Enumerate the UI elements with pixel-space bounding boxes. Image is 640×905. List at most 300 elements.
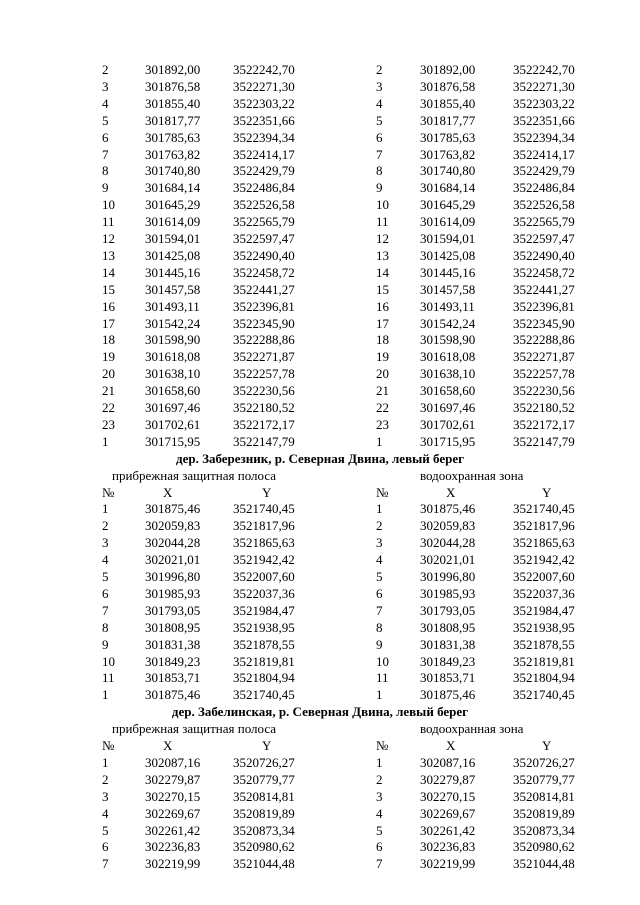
point-number: 18 bbox=[376, 332, 389, 348]
point-number: 11 bbox=[376, 670, 389, 686]
table-row bbox=[0, 213, 640, 230]
table-row bbox=[0, 179, 640, 196]
coord-y: 3521938,95 bbox=[513, 619, 575, 635]
point-number: 5 bbox=[376, 822, 383, 838]
point-number: 5 bbox=[376, 112, 383, 128]
coord-y: 3522396,81 bbox=[513, 298, 575, 314]
point-number: 4 bbox=[102, 552, 109, 568]
coord-y: 3522429,79 bbox=[513, 163, 575, 179]
coord-x: 301658,60 bbox=[420, 383, 476, 399]
table-row bbox=[0, 129, 640, 146]
coord-x: 302219,99 bbox=[420, 856, 476, 872]
coord-x: 301876,58 bbox=[420, 78, 476, 94]
table-row bbox=[0, 78, 640, 95]
column-header-num: № bbox=[102, 484, 115, 500]
point-number: 12 bbox=[102, 231, 115, 246]
point-number: 21 bbox=[376, 383, 389, 399]
column-header-x: X bbox=[163, 738, 173, 753]
table-row bbox=[0, 686, 640, 703]
table-row bbox=[0, 247, 640, 264]
coord-x: 301785,63 bbox=[420, 129, 476, 145]
point-number: 9 bbox=[376, 180, 383, 196]
point-number: 1 bbox=[102, 501, 109, 517]
point-number: 2 bbox=[102, 518, 109, 534]
coord-x: 302021,01 bbox=[145, 552, 201, 568]
point-number: 16 bbox=[376, 298, 389, 314]
point-number: 2 bbox=[376, 771, 383, 787]
coord-y: 3522486,84 bbox=[233, 180, 295, 196]
coord-x: 301892,00 bbox=[420, 62, 476, 77]
coord-x: 301598,90 bbox=[420, 332, 476, 348]
coord-x: 301457,58 bbox=[420, 281, 476, 297]
coord-y: 3522526,58 bbox=[513, 197, 575, 213]
coord-x: 301702,61 bbox=[420, 416, 476, 432]
coord-y: 3521878,55 bbox=[513, 636, 575, 652]
coord-x: 301598,90 bbox=[145, 332, 201, 348]
point-number: 13 bbox=[376, 247, 389, 263]
coord-y: 3522345,90 bbox=[513, 315, 575, 331]
point-number: 22 bbox=[102, 400, 115, 415]
coord-x: 301875,46 bbox=[420, 687, 476, 703]
coord-y: 3522180,52 bbox=[513, 400, 575, 415]
point-number: 9 bbox=[102, 636, 109, 652]
coord-y: 3521984,47 bbox=[513, 602, 575, 618]
point-number: 9 bbox=[102, 180, 109, 196]
coord-x: 301594,01 bbox=[145, 231, 201, 246]
coord-y: 3522271,30 bbox=[233, 78, 295, 94]
coord-y: 3522345,90 bbox=[233, 315, 295, 331]
coord-y: 3522288,86 bbox=[513, 332, 575, 348]
coord-x: 301542,24 bbox=[420, 315, 476, 331]
point-number: 8 bbox=[102, 619, 109, 635]
coord-x: 301445,16 bbox=[420, 264, 476, 280]
coord-x: 301702,61 bbox=[145, 416, 201, 432]
coord-x: 301763,82 bbox=[145, 146, 201, 162]
coord-y: 3521942,42 bbox=[233, 552, 295, 568]
point-number: 19 bbox=[376, 349, 389, 365]
coord-x: 301645,29 bbox=[420, 197, 476, 213]
coord-y: 3522147,79 bbox=[233, 433, 295, 449]
point-number: 8 bbox=[376, 163, 383, 179]
point-number: 17 bbox=[376, 315, 389, 331]
coord-y: 3520814,81 bbox=[233, 788, 295, 804]
column-header-x: X bbox=[163, 484, 173, 500]
coord-x: 301808,95 bbox=[420, 619, 476, 635]
point-number: 2 bbox=[102, 771, 109, 787]
point-number: 12 bbox=[376, 231, 389, 246]
coord-y: 3521804,94 bbox=[233, 670, 295, 686]
coord-x: 301684,14 bbox=[145, 180, 201, 196]
column-header-y: Y bbox=[262, 738, 272, 753]
coord-x: 302236,83 bbox=[145, 839, 201, 855]
coord-y: 3521804,94 bbox=[513, 670, 575, 686]
coord-y: 3522565,79 bbox=[233, 214, 295, 230]
coord-y: 3522007,60 bbox=[513, 569, 575, 584]
point-number: 13 bbox=[102, 247, 115, 263]
point-number: 9 bbox=[376, 636, 383, 652]
coastal-strip-label: прибрежная защитная полоса bbox=[112, 721, 277, 737]
point-number: 7 bbox=[102, 602, 109, 618]
table-row bbox=[0, 653, 640, 670]
table-row bbox=[0, 619, 640, 636]
coord-y: 3522429,79 bbox=[233, 163, 295, 179]
coord-y: 3520779,77 bbox=[513, 771, 575, 787]
point-number: 6 bbox=[102, 585, 109, 601]
coord-x: 301594,01 bbox=[420, 231, 476, 246]
coord-x: 301740,80 bbox=[420, 163, 476, 179]
point-number: 10 bbox=[376, 197, 389, 213]
table-row bbox=[0, 602, 640, 619]
coord-y: 3522490,40 bbox=[513, 247, 575, 263]
coord-x: 302044,28 bbox=[145, 535, 201, 551]
coord-x: 301457,58 bbox=[145, 281, 201, 297]
coord-y: 3522303,22 bbox=[233, 95, 295, 111]
point-number: 7 bbox=[102, 856, 109, 872]
coord-y: 3521819,81 bbox=[513, 653, 575, 669]
coord-y: 3522007,60 bbox=[233, 569, 295, 584]
coord-y: 3522037,36 bbox=[233, 585, 295, 601]
coord-y: 3522597,47 bbox=[513, 231, 575, 246]
point-number: 4 bbox=[376, 95, 383, 111]
coord-y: 3521878,55 bbox=[233, 636, 295, 652]
coord-y: 3522351,66 bbox=[513, 112, 575, 128]
coord-y: 3522441,27 bbox=[233, 281, 295, 297]
column-header-num: № bbox=[376, 738, 389, 753]
point-number: 23 bbox=[102, 416, 115, 432]
point-number: 14 bbox=[376, 264, 389, 280]
point-number: 19 bbox=[102, 349, 115, 365]
point-number: 15 bbox=[102, 281, 115, 297]
column-header-num: № bbox=[102, 738, 115, 753]
point-number: 1 bbox=[376, 687, 383, 703]
coord-x: 301793,05 bbox=[420, 602, 476, 618]
coord-x: 301425,08 bbox=[145, 247, 201, 263]
coord-y: 3520819,89 bbox=[513, 805, 575, 821]
coord-y: 3520779,77 bbox=[233, 771, 295, 787]
column-header-num: № bbox=[376, 484, 389, 500]
coord-x: 301638,10 bbox=[145, 366, 201, 382]
coord-y: 3522458,72 bbox=[233, 264, 295, 280]
coord-x: 302087,16 bbox=[145, 754, 201, 770]
point-number: 3 bbox=[102, 78, 109, 94]
coord-y: 3521740,45 bbox=[513, 501, 575, 517]
table-row bbox=[0, 112, 640, 129]
point-number: 2 bbox=[102, 62, 109, 77]
point-number: 1 bbox=[102, 433, 109, 449]
coord-x: 301875,46 bbox=[145, 687, 201, 703]
coord-y: 3522458,72 bbox=[513, 264, 575, 280]
coord-x: 301855,40 bbox=[145, 95, 201, 111]
table-row bbox=[0, 95, 640, 112]
point-number: 4 bbox=[376, 552, 383, 568]
point-number: 16 bbox=[102, 298, 115, 314]
coord-y: 3522486,84 bbox=[513, 180, 575, 196]
coord-y: 3521984,47 bbox=[233, 602, 295, 618]
column-header-x: X bbox=[446, 484, 456, 500]
coord-x: 302236,83 bbox=[420, 839, 476, 855]
point-number: 4 bbox=[102, 805, 109, 821]
coord-x: 302219,99 bbox=[145, 856, 201, 872]
table-row bbox=[0, 788, 640, 805]
coord-x: 302261,42 bbox=[420, 822, 476, 838]
coord-y: 3521817,96 bbox=[513, 518, 575, 534]
coord-x: 301493,11 bbox=[145, 298, 200, 314]
coord-x: 301996,80 bbox=[420, 569, 476, 584]
table-row bbox=[0, 315, 640, 332]
coord-y: 3520726,27 bbox=[233, 754, 295, 770]
point-number: 10 bbox=[102, 197, 115, 213]
point-number: 21 bbox=[102, 383, 115, 399]
point-number: 10 bbox=[376, 653, 389, 669]
coord-y: 3522271,30 bbox=[513, 78, 575, 94]
coord-x: 301876,58 bbox=[145, 78, 201, 94]
coord-y: 3521044,48 bbox=[233, 856, 295, 872]
coord-x: 301618,08 bbox=[145, 349, 201, 365]
table-row bbox=[0, 196, 640, 213]
coord-y: 3522526,58 bbox=[233, 197, 295, 213]
coord-x: 302261,42 bbox=[145, 822, 201, 838]
point-number: 6 bbox=[376, 129, 383, 145]
coord-x: 301614,09 bbox=[145, 214, 201, 230]
table-row bbox=[0, 585, 640, 602]
table-row bbox=[0, 230, 640, 247]
point-number: 6 bbox=[102, 839, 109, 855]
coord-y: 3520819,89 bbox=[233, 805, 295, 821]
table-row bbox=[0, 433, 640, 450]
coord-x: 302269,67 bbox=[145, 805, 201, 821]
point-number: 5 bbox=[102, 822, 109, 838]
coord-x: 302021,01 bbox=[420, 552, 476, 568]
point-number: 7 bbox=[376, 856, 383, 872]
point-number: 20 bbox=[102, 366, 115, 382]
coord-x: 301740,80 bbox=[145, 163, 201, 179]
coord-x: 301715,95 bbox=[145, 433, 201, 449]
column-header-y: Y bbox=[262, 484, 272, 500]
table-row bbox=[0, 331, 640, 348]
coord-y: 3520726,27 bbox=[513, 754, 575, 770]
table-row bbox=[0, 146, 640, 163]
coord-x: 301614,09 bbox=[420, 214, 476, 230]
point-number: 6 bbox=[102, 129, 109, 145]
coord-x: 301853,71 bbox=[420, 670, 476, 686]
coord-y: 3520980,62 bbox=[513, 839, 575, 855]
table-row bbox=[0, 298, 640, 315]
coord-x: 302270,15 bbox=[420, 788, 476, 804]
coord-y: 3522441,27 bbox=[513, 281, 575, 297]
point-number: 1 bbox=[376, 754, 383, 770]
coord-x: 301808,95 bbox=[145, 619, 201, 635]
column-header-row bbox=[0, 737, 640, 754]
table-row bbox=[0, 805, 640, 822]
coord-x: 301763,82 bbox=[420, 146, 476, 162]
point-number: 4 bbox=[102, 95, 109, 111]
table-row bbox=[0, 517, 640, 534]
zone-label-row bbox=[0, 467, 640, 484]
coord-x: 301892,00 bbox=[145, 62, 201, 77]
point-number: 22 bbox=[376, 400, 389, 415]
table-row bbox=[0, 534, 640, 551]
point-number: 11 bbox=[102, 670, 115, 686]
coord-x: 301849,23 bbox=[145, 653, 201, 669]
coord-x: 301875,46 bbox=[420, 501, 476, 517]
coord-y: 3521865,63 bbox=[233, 535, 295, 551]
point-number: 15 bbox=[376, 281, 389, 297]
point-number: 5 bbox=[102, 112, 109, 128]
coord-x: 302044,28 bbox=[420, 535, 476, 551]
coord-y: 3522414,17 bbox=[513, 146, 575, 162]
point-number: 7 bbox=[376, 602, 383, 618]
coord-y: 3522271,87 bbox=[513, 349, 575, 365]
point-number: 5 bbox=[102, 569, 109, 584]
coord-x: 302279,87 bbox=[420, 771, 476, 787]
point-number: 1 bbox=[376, 433, 383, 449]
coord-x: 302270,15 bbox=[145, 788, 201, 804]
coord-x: 301831,38 bbox=[145, 636, 201, 652]
coord-y: 3521740,45 bbox=[513, 687, 575, 703]
water-protection-zone-label: водоохранная зона bbox=[420, 467, 524, 483]
coord-y: 3521938,95 bbox=[233, 619, 295, 635]
coord-x: 302279,87 bbox=[145, 771, 201, 787]
coord-x: 301542,24 bbox=[145, 315, 201, 331]
coord-x: 301638,10 bbox=[420, 366, 476, 382]
coord-y: 3522230,56 bbox=[233, 383, 295, 399]
coord-y: 3522396,81 bbox=[233, 298, 295, 314]
column-header-y: Y bbox=[542, 484, 552, 500]
coord-y: 3522242,70 bbox=[513, 62, 575, 77]
coord-x: 302269,67 bbox=[420, 805, 476, 821]
point-number: 1 bbox=[102, 754, 109, 770]
column-header-y: Y bbox=[542, 738, 552, 753]
table-row bbox=[0, 365, 640, 382]
table-row bbox=[0, 822, 640, 839]
table-row bbox=[0, 771, 640, 788]
table-row bbox=[0, 162, 640, 179]
coord-y: 3522271,87 bbox=[233, 349, 295, 365]
coord-x: 301849,23 bbox=[420, 653, 476, 669]
point-number: 10 bbox=[102, 653, 115, 669]
table-row bbox=[0, 382, 640, 399]
point-number: 6 bbox=[376, 585, 383, 601]
coord-y: 3522172,17 bbox=[513, 416, 575, 432]
point-number: 1 bbox=[376, 501, 383, 517]
point-number: 7 bbox=[102, 146, 109, 162]
point-number: 2 bbox=[376, 518, 383, 534]
coord-y: 3522172,17 bbox=[233, 416, 295, 432]
column-header-x: X bbox=[446, 738, 456, 753]
point-number: 7 bbox=[376, 146, 383, 162]
coord-y: 3521942,42 bbox=[513, 552, 575, 568]
coord-y: 3522288,86 bbox=[233, 332, 295, 348]
coord-y: 3522490,40 bbox=[233, 247, 295, 263]
point-number: 8 bbox=[376, 619, 383, 635]
coord-x: 301715,95 bbox=[420, 433, 476, 449]
coord-y: 3522597,47 bbox=[233, 231, 295, 246]
coord-y: 3522394,34 bbox=[233, 129, 295, 145]
point-number: 4 bbox=[376, 805, 383, 821]
coord-x: 301697,46 bbox=[420, 400, 476, 415]
coord-y: 3522180,52 bbox=[233, 400, 295, 415]
coord-x: 301831,38 bbox=[420, 636, 476, 652]
table-row bbox=[0, 264, 640, 281]
table-row bbox=[0, 838, 640, 855]
coord-y: 3520873,34 bbox=[513, 822, 575, 838]
coord-x: 301785,63 bbox=[145, 129, 201, 145]
point-number: 3 bbox=[102, 788, 109, 804]
coord-y: 3520814,81 bbox=[513, 788, 575, 804]
coord-x: 301618,08 bbox=[420, 349, 476, 365]
point-number: 6 bbox=[376, 839, 383, 855]
coord-y: 3522565,79 bbox=[513, 214, 575, 230]
coord-y: 3521819,81 bbox=[233, 653, 295, 669]
point-number: 2 bbox=[376, 62, 383, 77]
table-row bbox=[0, 281, 640, 298]
coord-x: 301985,93 bbox=[420, 585, 476, 601]
point-number: 18 bbox=[102, 332, 115, 348]
coord-y: 3522303,22 bbox=[513, 95, 575, 111]
coord-x: 301855,40 bbox=[420, 95, 476, 111]
table-row bbox=[0, 348, 640, 365]
coord-x: 302087,16 bbox=[420, 754, 476, 770]
coord-y: 3520980,62 bbox=[233, 839, 295, 855]
point-number: 11 bbox=[376, 214, 389, 230]
coord-y: 3522037,36 bbox=[513, 585, 575, 601]
coord-x: 301817,77 bbox=[145, 112, 201, 128]
table-row bbox=[0, 416, 640, 433]
coord-y: 3521740,45 bbox=[233, 501, 295, 517]
coord-y: 3522351,66 bbox=[233, 112, 295, 128]
table-row bbox=[0, 61, 640, 78]
coord-y: 3522242,70 bbox=[233, 62, 295, 77]
point-number: 8 bbox=[102, 163, 109, 179]
point-number: 3 bbox=[102, 535, 109, 551]
table-row bbox=[0, 551, 640, 568]
zone-label-row bbox=[0, 720, 640, 737]
coord-x: 301853,71 bbox=[145, 670, 201, 686]
point-number: 11 bbox=[102, 214, 115, 230]
point-number: 3 bbox=[376, 78, 383, 94]
coord-y: 3521817,96 bbox=[233, 518, 295, 534]
coord-y: 3521865,63 bbox=[513, 535, 575, 551]
coord-x: 301445,16 bbox=[145, 264, 201, 280]
point-number: 17 bbox=[102, 315, 115, 331]
table-row bbox=[0, 669, 640, 686]
coord-x: 301493,11 bbox=[420, 298, 475, 314]
water-protection-zone-label: водоохранная зона bbox=[420, 721, 524, 737]
coord-y: 3522257,78 bbox=[233, 366, 295, 382]
point-number: 5 bbox=[376, 569, 383, 584]
coord-y: 3520873,34 bbox=[233, 822, 295, 838]
table-row bbox=[0, 568, 640, 585]
coord-x: 302059,83 bbox=[420, 518, 476, 534]
section-heading: дер. Заберезник, р. Северная Двина, левый берег bbox=[176, 450, 464, 466]
coord-x: 301697,46 bbox=[145, 400, 201, 415]
point-number: 23 bbox=[376, 416, 389, 432]
table-row bbox=[0, 500, 640, 517]
coord-x: 301645,29 bbox=[145, 197, 201, 213]
coord-x: 301996,80 bbox=[145, 569, 201, 584]
coord-x: 302059,83 bbox=[145, 518, 201, 534]
table-row bbox=[0, 399, 640, 416]
section-heading: дер. Забелинская, р. Северная Двина, левый берег bbox=[171, 704, 469, 720]
coord-y: 3521044,48 bbox=[513, 856, 575, 872]
coastal-strip-label: прибрежная защитная полоса bbox=[112, 467, 277, 483]
point-number: 14 bbox=[102, 264, 115, 280]
coord-x: 301658,60 bbox=[145, 383, 201, 399]
coord-x: 301985,93 bbox=[145, 585, 201, 601]
coord-x: 301793,05 bbox=[145, 602, 201, 618]
coord-y: 3522147,79 bbox=[513, 433, 575, 449]
column-header-row bbox=[0, 484, 640, 501]
